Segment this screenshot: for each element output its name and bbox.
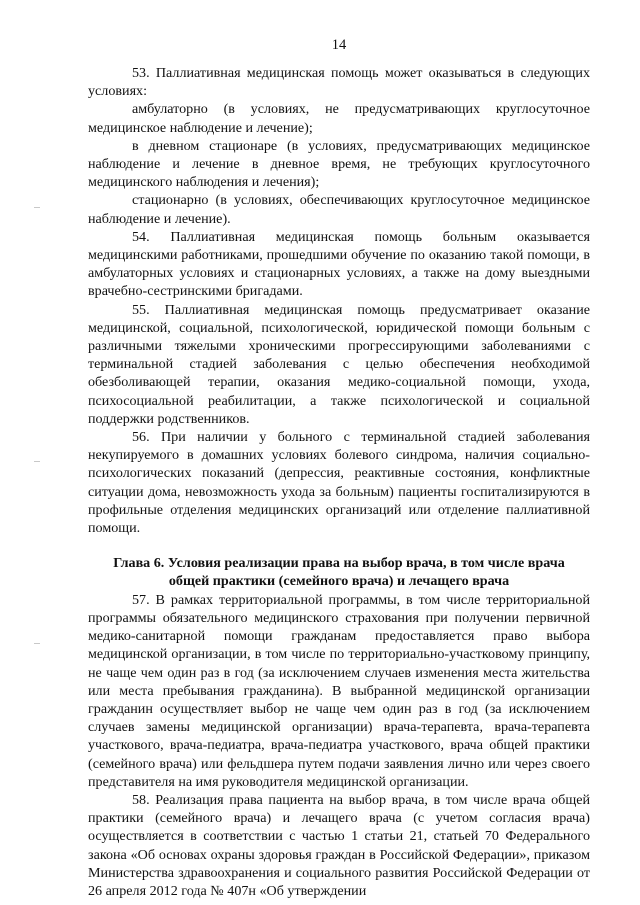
paragraph-57: 57. В рамках территориальной программы, в том числе территориальной программы обязательного медицинского страхования при получении первичной медико-санитарной помощи гражданам предоставляется право выбора медицинской организации, в том числе по территориально-участковому принципу, не чаще чем один раз в год (за исключением случаев изменения места жительства или места пребывания гражданина). В выбранной медицинской организации гражданин осуществляет выбор не чаще чем один раз в год (за исключением случаев замены медицинской организации) врача-терапевта, врача-терапевта участкового, врача-педиатра, врача-педиатра участкового, врача общей практики (семейного врача) или фельдшера путем подачи заявления лично или через своего представителя на имя руководителя медицинской организации. <box>88 591 590 790</box>
chapter-heading-line-1: Глава 6. Условия реализации права на выбор врача, в том числе врача <box>113 555 565 572</box>
paragraph-56: 56. При наличии у больного с терминальной стадией заболевания некупируемого в домашних условиях болевого синдрома, наличия социально-психологических показаний (депрессия, реактивные состояния, конфликтные ситуации дома, невозможность ухода за больным) пациенты госпитализируются в профильные отделения медицинских организаций или отделение паллиативной помощи. <box>88 429 590 537</box>
chapter-heading <box>88 554 590 590</box>
paragraph-outpatient: амбулаторно (в условиях, не предусматривающих круглосуточное медицинское наблюдение и лечение); <box>88 101 590 136</box>
paragraph-54: 54. Паллиативная медицинская помощь больным оказывается медицинскими работниками, прошедшими обучение по оказанию такой помощи, в амбулаторных условиях и стационарных условиях, а также на дому выездными врачебно-сестринскими бригадами. <box>88 228 590 300</box>
paragraph-inpatient: стационарно (в условиях, обеспечивающих круглосуточное медицинское наблюдение и лечение). <box>88 192 590 227</box>
paragraph-53: 53. Паллиативная медицинская помощь может оказываться в следующих условиях: <box>88 65 590 100</box>
margin-mark <box>34 643 40 644</box>
chapter-heading-line-2: общей практики (семейного врача) и лечащего врача <box>168 573 510 590</box>
paragraph-day-hospital: в дневном стационаре (в условиях, предусматривающих медицинское наблюдение и лечение в дневное время, не требующих круглосуточного медицинского наблюдения и лечения); <box>88 137 590 191</box>
paragraph-55: 55. Паллиативная медицинская помощь предусматривает оказание медицинской, социальной, психологической, юридической помощи больным с различными тяжелыми хроническими прогрессирующими заболеваниями с терминальной стадией заболевания с целью обеспечения необходимой обезболивающей терапии, оказания медико-социальной помощи, ухода, психосоциальной реабилитации, а также психологической и социальной поддержки родственников. <box>88 301 590 427</box>
paragraph-58: 58. Реализация права пациента на выбор врача, в том числе врача общей практики (семейного врача) и лечащего врача (с учетом согласия врача) осуществляется в соответствии с частью 1 статьи 21, статьей 70 Федерального закона «Об основах охраны здоровья граждан в Российской Федерации», приказом Министерства здравоохранения и социального развития Российской Федерации от 26 апреля 2012 года № 407н «Об утверждении <box>88 791 590 899</box>
margin-mark <box>34 207 40 208</box>
page-number: 14 <box>331 37 347 53</box>
margin-mark <box>34 461 40 462</box>
document-body <box>88 64 590 900</box>
